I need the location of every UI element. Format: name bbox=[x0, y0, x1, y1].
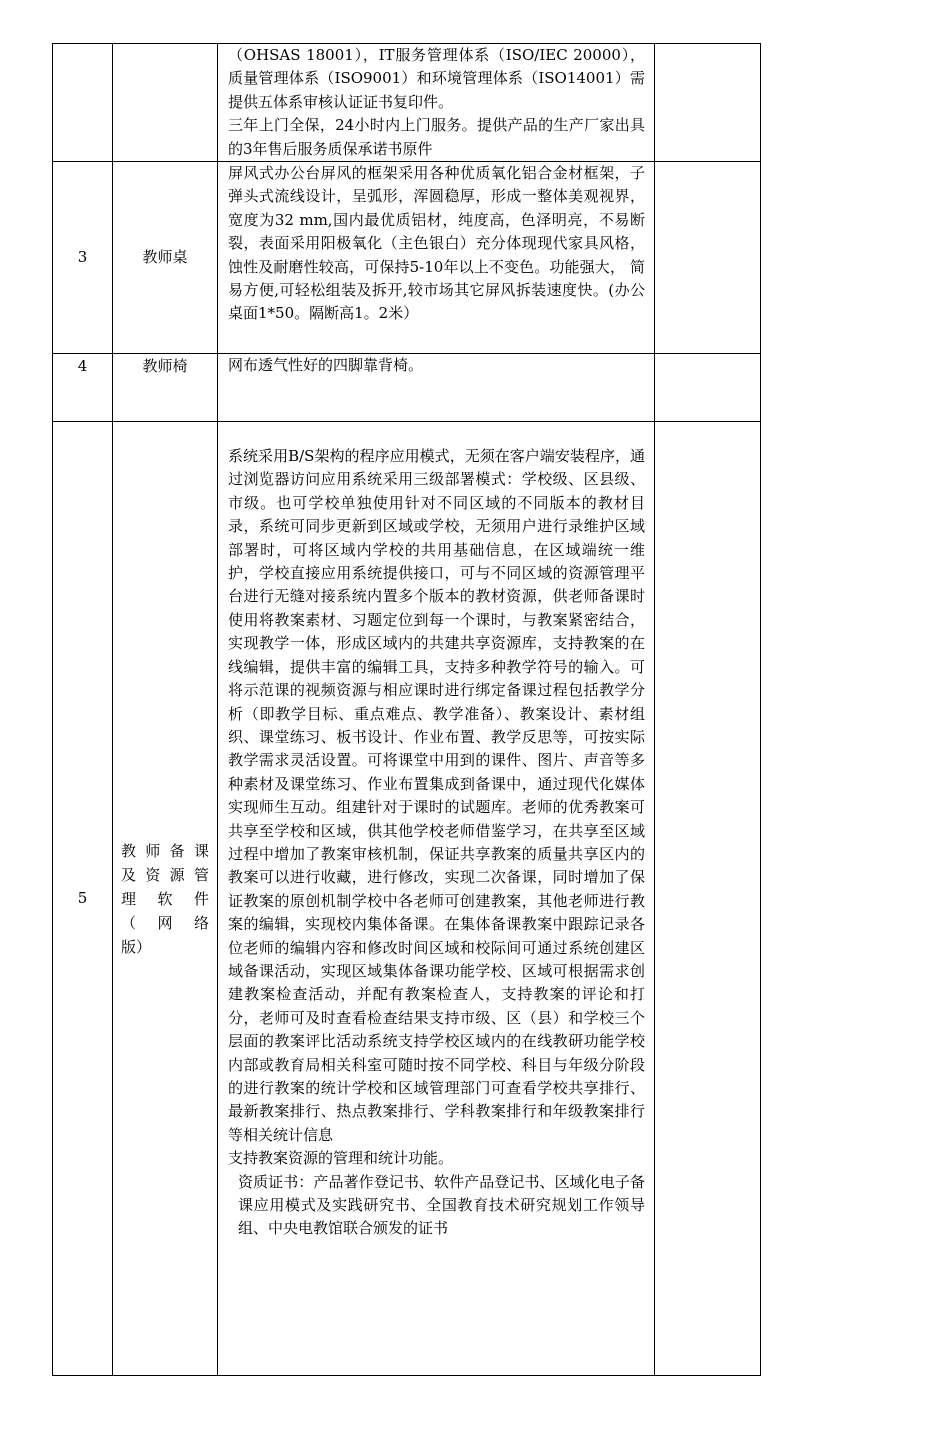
item-name-line: 教师备课 bbox=[121, 841, 209, 860]
item-name-cell: 教师椅 bbox=[113, 354, 218, 422]
item-name-line: 理 软 件 bbox=[121, 889, 209, 908]
row-number-cell: 3 bbox=[53, 162, 113, 354]
table-row bbox=[53, 44, 761, 162]
row-number-cell: 4 bbox=[53, 354, 113, 422]
description-paragraph: 支持教案资源的管理和统计功能。 bbox=[228, 1149, 454, 1168]
extra-cell bbox=[655, 162, 761, 354]
spec-table bbox=[52, 43, 761, 1376]
item-name-line: 及资源管 bbox=[121, 865, 209, 884]
description-paragraph: 系统采用B/S架构的程序应用模式，无须在客户端安装程序，通过浏览器访问应用系统采用三级部署模式：学校级、区县级、市级。也可学校单独使用针对不同区域的不同版本的教材目录，系统可同步更新到区域或学校，无须用户进行录维护区域部署时，可将区域内学校的共用基础信息，在区域端统一维护，学校直接应用系统提供接口，可与不同区域的资源管理平台进行无缝对接系统内置多个版本的教材资源，供老师备课时使用将教案素材、习题定位到每一个课时，与教案紧密结合，实现教学一体，形成区域内的共建共享资源库，支持教案的在线编辑，提供丰富的编辑工具，支持多种教学符号的输入。可将示范课的视频资源与相应课时进行绑定备课过程包括教学分析（即教学目标、重点难点、教学准备）、教案设计、素材组织、课堂练习、板书设计、作业布置、教学反思等，可按实际教学需求灵活设置。可将课堂中用到的课件、图片、声音等多种素材及课堂练习、作业布置集成到备课中，通过现代化媒体实现师生互动。组建针对于课时的试题库。老师的优秀教案可共享至学校和区域，供其他学校老师借鉴学习，在共享至区域过程中增加了教案审核机制，保证共享教案的质量共享区内的教案可以进行收藏，进行修改，实现二次备课，同时增加了保证教案的原创机制学校中各老师可创建教案，其他老师进行教案的编辑，实现校内集体备课。在集体备课教案中跟踪记录各位老师的编辑内容和修改时间区域和校际间可通过系统创建区域备课活动，实现区域集体备课功能学校、区域可根据需求创建教案检查活动，并配有教案检查人，支持教案的评论和打分，老师可及时查看检查结果支持市级、区（县）和学校三个层面的教案评比活动系统支持学校区域内的在线教研功能学校内部或教育局相关科室可随时按不同学校、科目与年级分阶段的进行教案的统计学校和区域管理部门可查看学校共享排行、最新教案排行、热点教案排行、学科教案排行和年级教案排行等相关统计信息 bbox=[228, 447, 645, 1144]
item-name-line: （ 网 络 bbox=[121, 913, 209, 932]
description-paragraph: 资质证书：产品著作登记书、软件产品登记书、区域化电子备课应用模式及实践研究书、全国教育技术研究规划工作领导组、中央电教馆联合颁发的证书 bbox=[238, 1172, 645, 1238]
item-name-cell bbox=[113, 422, 218, 1376]
item-name-cell: 教师桌 bbox=[113, 162, 218, 354]
row-number-cell bbox=[53, 44, 113, 162]
description-paragraph: 屏风式办公台屏风的框架采用各种优质氧化铝合金材框架，子弹头式流线设计，呈弧形，浑圆稳厚，形成一整体美观视界，宽度为32 mm,国内最优质铝材，纯度高，色泽明亮，不易断裂，表面采用阳极氧化（主色银白）充分体现现代家具风格，蚀性及耐磨性较高，可保持5-10年以上不变色。功能强大， 简易方便,可轻松组装及拆开,较市场其它屏风拆装速度快。(办公桌面1*50。隔断高1。2米） bbox=[228, 164, 645, 323]
extra-cell bbox=[655, 354, 761, 422]
table-row bbox=[53, 354, 761, 422]
description-paragraph: （OHSAS 18001），IT服务管理体系（ISO/IEC 20000），质量管理体系（ISO9001）和环境管理体系（ISO14001）需提供五体系审核认证证书复印件。 bbox=[228, 46, 645, 111]
description-paragraph: 三年上门全保，24小时内上门服务。提供产品的生产厂家出具的3年售后服务质保承诺书原件 bbox=[228, 116, 645, 158]
item-name-cell bbox=[113, 44, 218, 162]
item-description-cell bbox=[218, 354, 655, 422]
item-name-line: 版） bbox=[121, 937, 152, 956]
table-row bbox=[53, 162, 761, 354]
item-description-cell bbox=[218, 162, 655, 354]
extra-cell bbox=[655, 44, 761, 162]
table-row bbox=[53, 422, 761, 1376]
row-number-cell: 5 bbox=[53, 422, 113, 1376]
item-description-cell bbox=[218, 422, 655, 1376]
extra-cell bbox=[655, 422, 761, 1376]
item-description-cell bbox=[218, 44, 655, 162]
description-paragraph: 网布透气性好的四脚靠背椅。 bbox=[228, 356, 424, 375]
